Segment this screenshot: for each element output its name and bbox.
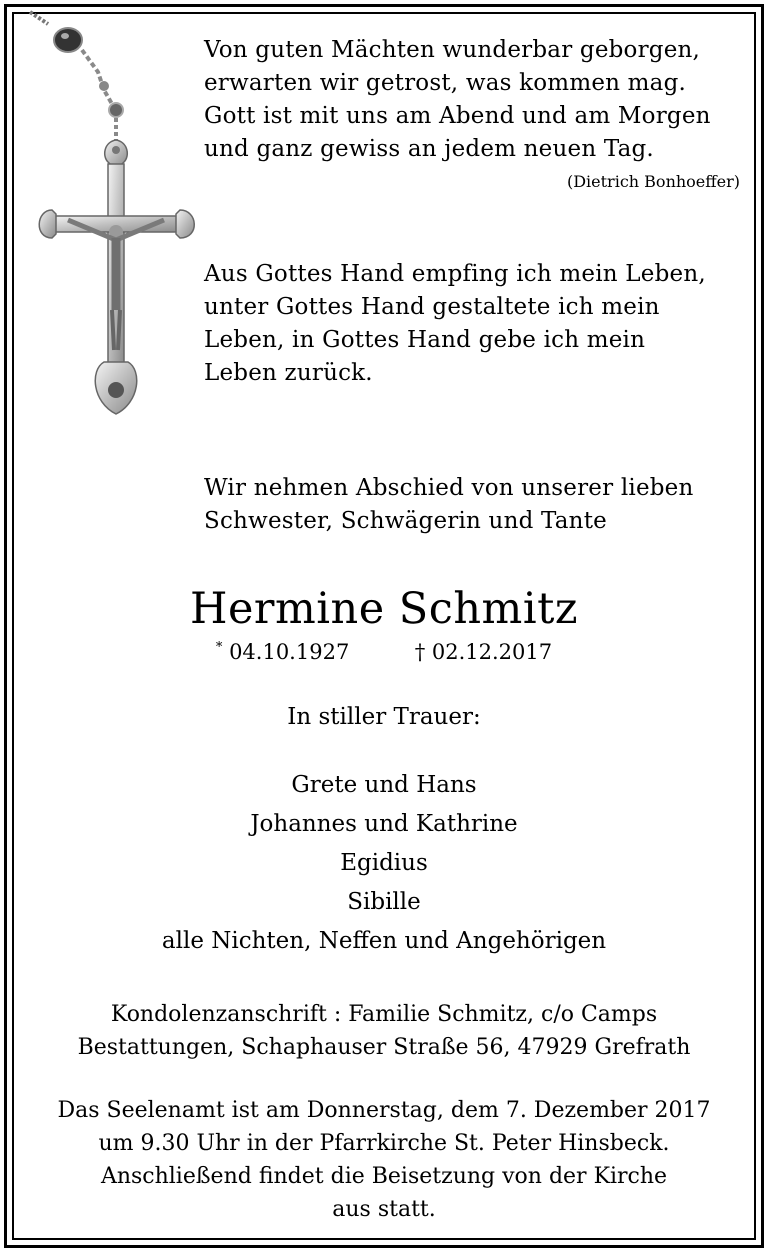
condolence-line: Kondolenzanschrift : Familie Schmitz, c/o Camps: [110, 1002, 658, 1027]
farewell-line: Schwester, Schwägerin und Tante: [204, 508, 607, 534]
mourner: alle Nichten, Neffen und Angehörigen: [161, 928, 607, 954]
condolence-line: Bestattungen, Schaphauser Straße 56, 47929 Grefrath: [77, 1035, 691, 1060]
birth-symbol: *: [215, 640, 223, 655]
crucifix: [39, 140, 194, 414]
poem-attribution: (Dietrich Bonhoeffer): [566, 172, 740, 191]
service-info: [0, 1094, 768, 1226]
poem-line: Leben, in Gottes Hand gebe ich mein: [204, 327, 646, 353]
rosary-chain: [30, 12, 123, 140]
service-line: Anschließend findet die Beisetzung von der Kirche: [100, 1164, 668, 1189]
birth-date: 04.10.1927: [229, 640, 350, 664]
poem-line: und ganz gewiss an jedem neuen Tag.: [204, 136, 654, 162]
rosary-crucifix-image: [28, 10, 218, 430]
service-line: aus statt.: [332, 1197, 436, 1222]
poem-line: Aus Gottes Hand empfing ich mein Leben,: [204, 261, 706, 287]
mourner: Egidius: [340, 850, 428, 876]
mourners-list: [0, 766, 768, 961]
farewell-line: Wir nehmen Abschied von unserer lieben: [204, 475, 694, 501]
poem-line: unter Gottes Hand gestaltete ich mein: [204, 294, 660, 320]
service-line: um 9.30 Uhr in der Pfarrkirche St. Peter Hinsbeck.: [98, 1131, 670, 1156]
poem-line: Von guten Mächten wunderbar geborgen,: [204, 37, 701, 63]
poem-gottes-hand: [204, 258, 706, 390]
mourner: Johannes und Kathrine: [250, 811, 518, 837]
poem-line: erwarten wir getrost, was kommen mag.: [204, 70, 687, 96]
death-date: 02.12.2017: [431, 640, 553, 664]
condolence-address: [0, 998, 768, 1064]
poem-line: Leben zurück.: [204, 360, 373, 386]
poem-line: Gott ist mit uns am Abend und am Morgen: [204, 103, 711, 129]
life-dates: [0, 640, 768, 664]
mourning-heading: In stiller Trauer:: [287, 704, 481, 730]
poem-bonhoeffer: [204, 34, 711, 166]
mourner: Sibille: [347, 889, 421, 915]
farewell-text: [204, 472, 694, 538]
death-symbol: †: [414, 640, 426, 664]
mourner: Grete und Hans: [291, 772, 477, 798]
deceased-name: Hermine Schmitz: [189, 584, 579, 634]
service-line: Das Seelenamt ist am Donnerstag, dem 7. Dezember 2017: [57, 1098, 711, 1123]
